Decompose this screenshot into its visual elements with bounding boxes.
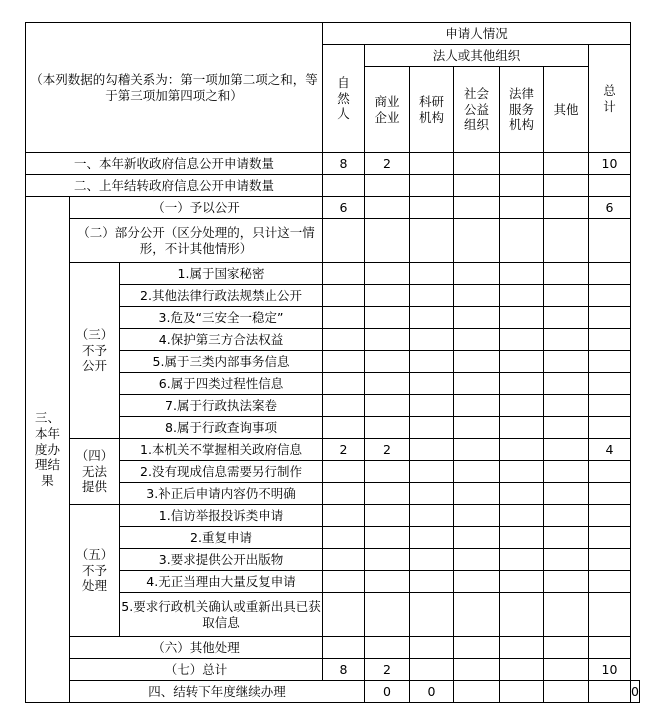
value-cell: [500, 351, 544, 373]
value-cell: [454, 549, 500, 571]
value-cell: [544, 197, 589, 219]
value-cell: [544, 637, 589, 659]
public-welfare-org-header: 社会 公益 组织: [454, 67, 500, 153]
value-cell: [454, 197, 500, 219]
value-cell: [454, 351, 500, 373]
value-cell: [410, 153, 454, 175]
value-cell: [410, 307, 454, 329]
section3-label: 三、 本年 度办 理结 果: [26, 197, 70, 703]
value-cell: [454, 329, 500, 351]
value-cell: [323, 417, 365, 439]
value-cell: [454, 637, 500, 659]
row-label: （六）其他处理: [70, 637, 323, 659]
value-cell: [544, 571, 589, 593]
value-cell: [323, 395, 365, 417]
value-cell: [589, 527, 631, 549]
value-cell: 4: [589, 439, 631, 461]
other-org-header: 其他: [544, 67, 589, 153]
value-cell: [544, 175, 589, 197]
value-cell: [454, 373, 500, 395]
value-cell: [589, 417, 631, 439]
row-label: 2.重复申请: [120, 527, 323, 549]
value-cell: [410, 373, 454, 395]
table-row: [26, 439, 640, 461]
value-cell: [410, 395, 454, 417]
row-label: 7.属于行政执法案卷: [120, 395, 323, 417]
value-cell: [410, 659, 454, 681]
value-cell: [589, 219, 631, 263]
value-cell: [500, 461, 544, 483]
value-cell: [410, 549, 454, 571]
value-cell: [544, 417, 589, 439]
value-cell: [365, 285, 410, 307]
value-cell: [454, 681, 500, 703]
value-cell: [500, 593, 544, 637]
value-cell: 2: [323, 439, 365, 461]
row-label: 4.保护第三方合法权益: [120, 329, 323, 351]
value-cell: [365, 461, 410, 483]
value-cell: [323, 461, 365, 483]
value-cell: [454, 175, 500, 197]
total-header: 总 计: [589, 45, 631, 153]
value-cell: [589, 549, 631, 571]
row-label: 8.属于行政查询事项: [120, 417, 323, 439]
row-label: 4.无正当理由大量反复申请: [120, 571, 323, 593]
value-cell: [500, 681, 544, 703]
value-cell: [544, 395, 589, 417]
value-cell: [454, 439, 500, 461]
value-cell: [544, 285, 589, 307]
value-cell: [544, 527, 589, 549]
value-cell: [454, 263, 500, 285]
value-cell: [500, 483, 544, 505]
value-cell: [500, 417, 544, 439]
value-cell: [544, 351, 589, 373]
value-cell: [410, 593, 454, 637]
value-cell: [454, 483, 500, 505]
value-cell: [500, 549, 544, 571]
value-cell: [544, 263, 589, 285]
value-cell: [589, 351, 631, 373]
value-cell: [410, 637, 454, 659]
value-cell: 2: [365, 153, 410, 175]
value-cell: [589, 395, 631, 417]
value-cell: [500, 285, 544, 307]
value-cell: [454, 417, 500, 439]
value-cell: [589, 175, 631, 197]
value-cell: [323, 483, 365, 505]
row-label: （二）部分公开（区分处理的，只计这一情形，不计其他情形）: [70, 219, 323, 263]
value-cell: [365, 263, 410, 285]
value-cell: 2: [365, 659, 410, 681]
value-cell: [323, 571, 365, 593]
value-cell: [589, 483, 631, 505]
value-cell: [500, 219, 544, 263]
value-cell: [454, 571, 500, 593]
value-cell: 0: [365, 681, 410, 703]
row-label: 5.要求行政机关确认或重新出具已获取信息: [120, 593, 323, 637]
header-note: （本列数据的勾稽关系为：第一项加第二项之和，等于第三项加第四项之和）: [26, 23, 323, 153]
value-cell: [500, 439, 544, 461]
table-row: [26, 153, 640, 175]
table-row: [26, 175, 640, 197]
natural-person-header: 自 然 人: [323, 45, 365, 153]
value-cell: [454, 593, 500, 637]
value-cell: [589, 571, 631, 593]
value-cell: [410, 263, 454, 285]
row-label: 3.要求提供公开出版物: [120, 549, 323, 571]
value-cell: [323, 285, 365, 307]
value-cell: [589, 307, 631, 329]
legal-entity-header: 法人或其他组织: [365, 45, 589, 67]
value-cell: [544, 307, 589, 329]
row-label: 5.属于三类内部事务信息: [120, 351, 323, 373]
value-cell: [323, 637, 365, 659]
value-cell: [589, 285, 631, 307]
value-cell: [323, 329, 365, 351]
value-cell: [410, 571, 454, 593]
table-row: [26, 659, 640, 681]
value-cell: [365, 637, 410, 659]
value-cell: [500, 571, 544, 593]
table-row: [26, 197, 640, 219]
row-label: （一）予以公开: [70, 197, 323, 219]
value-cell: [365, 549, 410, 571]
value-cell: 2: [365, 439, 410, 461]
row-label: 一、本年新收政府信息公开申请数量: [26, 153, 323, 175]
value-cell: [365, 483, 410, 505]
value-cell: [589, 329, 631, 351]
value-cell: [500, 373, 544, 395]
value-cell: [323, 351, 365, 373]
value-cell: [500, 659, 544, 681]
value-cell: [500, 395, 544, 417]
value-cell: [365, 505, 410, 527]
table-row: [26, 219, 640, 263]
value-cell: [410, 219, 454, 263]
applicant-situation-header: 申请人情况: [323, 23, 631, 45]
row-label: 1.本机关不掌握相关政府信息: [120, 439, 323, 461]
row-label: 二、上年结转政府信息公开申请数量: [26, 175, 323, 197]
value-cell: [454, 461, 500, 483]
value-cell: [365, 527, 410, 549]
value-cell: [454, 307, 500, 329]
value-cell: [410, 285, 454, 307]
value-cell: 6: [589, 197, 631, 219]
value-cell: [500, 527, 544, 549]
value-cell: [544, 219, 589, 263]
value-cell: [454, 527, 500, 549]
row-label: 2.没有现成信息需要另行制作: [120, 461, 323, 483]
value-cell: [410, 505, 454, 527]
commercial-enterprise-header: 商业 企业: [365, 67, 410, 153]
value-cell: [544, 439, 589, 461]
value-cell: [365, 373, 410, 395]
value-cell: [454, 505, 500, 527]
value-cell: [365, 351, 410, 373]
value-cell: [589, 637, 631, 659]
value-cell: [323, 549, 365, 571]
value-cell: 10: [589, 659, 631, 681]
value-cell: [365, 175, 410, 197]
value-cell: [500, 263, 544, 285]
value-cell: [365, 571, 410, 593]
s5-label: （五） 不予 处理: [70, 505, 120, 637]
value-cell: 6: [323, 197, 365, 219]
value-cell: [454, 219, 500, 263]
value-cell: [589, 263, 631, 285]
legal-service-org-header: 法律 服务 机构: [500, 67, 544, 153]
value-cell: [410, 461, 454, 483]
value-cell: [544, 461, 589, 483]
value-cell: [410, 483, 454, 505]
value-cell: [500, 153, 544, 175]
value-cell: [323, 175, 365, 197]
value-cell: [589, 373, 631, 395]
s3-label: （三） 不予 公开: [70, 263, 120, 439]
value-cell: [323, 307, 365, 329]
report-table: [25, 22, 640, 703]
value-cell: [323, 219, 365, 263]
value-cell: [365, 329, 410, 351]
value-cell: [365, 417, 410, 439]
value-cell: [410, 351, 454, 373]
row-label: 3.补正后申请内容仍不明确: [120, 483, 323, 505]
value-cell: [500, 329, 544, 351]
value-cell: [454, 395, 500, 417]
value-cell: 10: [589, 153, 631, 175]
value-cell: [500, 197, 544, 219]
row-label: 1.信访举报投诉类申请: [120, 505, 323, 527]
value-cell: [410, 417, 454, 439]
value-cell: [589, 505, 631, 527]
value-cell: [323, 593, 365, 637]
row-label: 四、结转下年度继续办理: [70, 681, 365, 703]
table-row: [26, 637, 640, 659]
value-cell: [500, 505, 544, 527]
value-cell: [544, 373, 589, 395]
row-label: 1.属于国家秘密: [120, 263, 323, 285]
table-row: [26, 505, 640, 527]
value-cell: [589, 593, 631, 637]
value-cell: [500, 175, 544, 197]
value-cell: [544, 329, 589, 351]
value-cell: [500, 637, 544, 659]
value-cell: [544, 659, 589, 681]
table-row: [26, 681, 640, 703]
row-label: 2.其他法律行政法规禁止公开: [120, 285, 323, 307]
value-cell: [323, 263, 365, 285]
value-cell: [365, 395, 410, 417]
value-cell: [454, 659, 500, 681]
value-cell: 8: [323, 153, 365, 175]
value-cell: [365, 219, 410, 263]
value-cell: [544, 483, 589, 505]
value-cell: [410, 527, 454, 549]
value-cell: [410, 329, 454, 351]
value-cell: 0: [410, 681, 454, 703]
value-cell: [544, 549, 589, 571]
research-institution-header: 科研 机构: [410, 67, 454, 153]
value-cell: [323, 527, 365, 549]
value-cell: [410, 197, 454, 219]
value-cell: [410, 439, 454, 461]
value-cell: [365, 307, 410, 329]
value-cell: [544, 153, 589, 175]
value-cell: 0: [631, 681, 640, 703]
row-label: （七）总计: [70, 659, 323, 681]
value-cell: [365, 197, 410, 219]
value-cell: [454, 153, 500, 175]
row-label: 6.属于四类过程性信息: [120, 373, 323, 395]
value-cell: [544, 593, 589, 637]
value-cell: [410, 175, 454, 197]
value-cell: [500, 307, 544, 329]
value-cell: [544, 681, 589, 703]
value-cell: [365, 593, 410, 637]
value-cell: [454, 285, 500, 307]
value-cell: 8: [323, 659, 365, 681]
value-cell: [323, 373, 365, 395]
value-cell: [323, 505, 365, 527]
value-cell: [589, 681, 631, 703]
value-cell: [589, 461, 631, 483]
row-label: 3.危及“三安全一稳定”: [120, 307, 323, 329]
value-cell: [544, 505, 589, 527]
s4-label: （四） 无法 提供: [70, 439, 120, 505]
table-row: [26, 263, 640, 285]
